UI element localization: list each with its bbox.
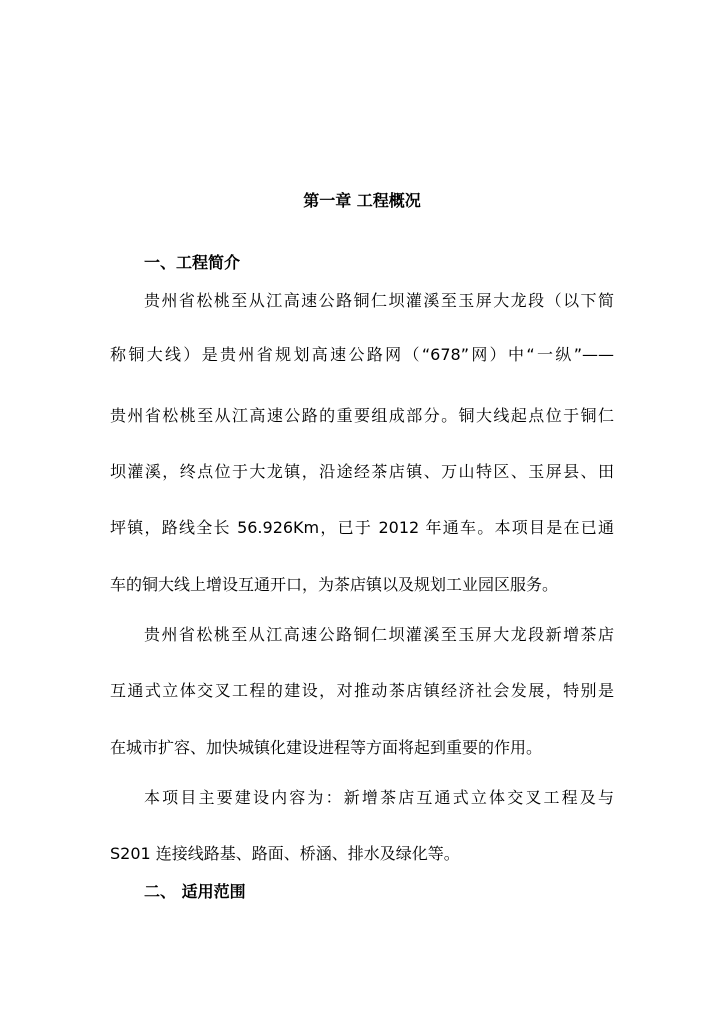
- paragraph-line: 本项目主要建设内容为：新增茶店互通式立体交叉工程及与: [144, 788, 614, 807]
- chapter-title: 第一章 工程概况: [303, 191, 421, 210]
- section-heading-scope: 二、 适用范围: [144, 882, 246, 901]
- section-heading-overview: 一、工程简介: [144, 253, 241, 272]
- paragraph-line: 贵州省松桃至从江高速公路铜仁坝灌溪至玉屏大龙段（以下简: [144, 291, 614, 310]
- paragraph-line: 互通式立体交叉工程的建设，对推动茶店镇经济社会发展，特别是: [110, 681, 614, 700]
- paragraph-line: 车的铜大线上增设互通开口，为茶店镇以及规划工业园区服务。: [110, 575, 559, 594]
- paragraph-line: S201 连接线路基、路面、桥涵、排水及绿化等。: [110, 844, 460, 863]
- paragraph-line: 贵州省松桃至从江高速公路的重要组成部分。铜大线起点位于铜仁: [110, 406, 614, 425]
- paragraph-line: 坝灌溪，终点位于大龙镇，沿途经茶店镇、万山特区、玉屏县、田: [110, 462, 614, 481]
- paragraph-line: 在城市扩容、加快城镇化建设进程等方面将起到重要的作用。: [110, 738, 543, 757]
- paragraph-line: 坪镇，路线全长 56.926Km，已于 2012 年通车。本项目是在已通: [110, 518, 614, 537]
- paragraph-line: 贵州省松桃至从江高速公路铜仁坝灌溪至玉屏大龙段新增茶店: [144, 625, 614, 644]
- paragraph-line: 称铜大线）是贵州省规划高速公路网（“678”网）中“一纵”——: [110, 345, 614, 364]
